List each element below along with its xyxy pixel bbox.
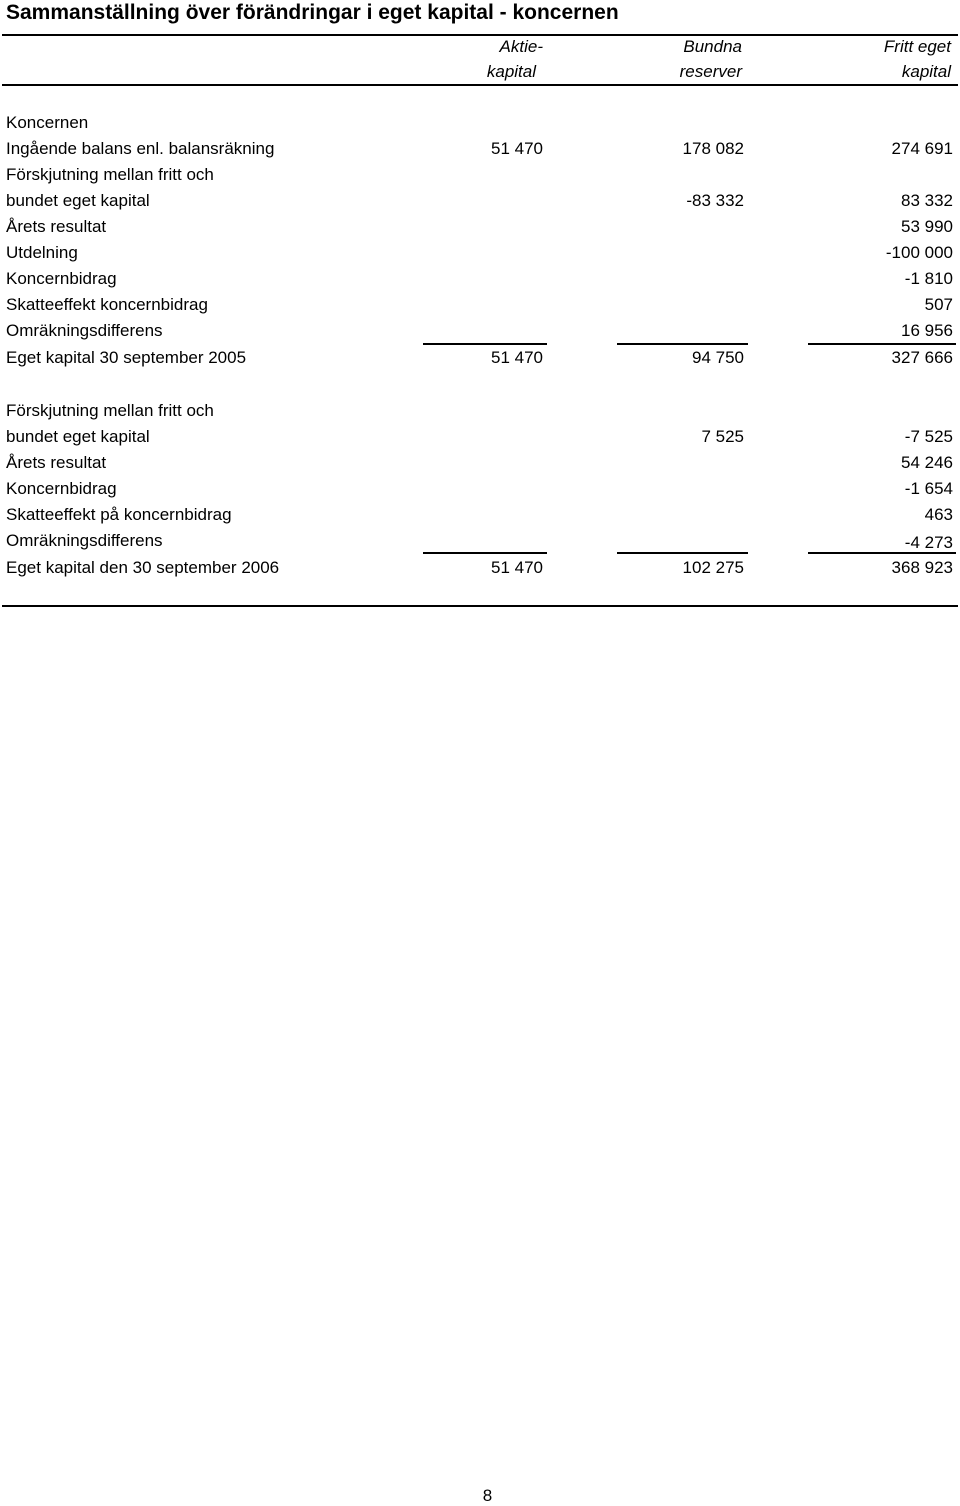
row-value-fritt: 54 246 [901,453,953,472]
header-rule [2,84,958,86]
col-header-aktiekapital-line1: Aktie- [499,37,543,56]
row-label: Skatteeffekt koncernbidrag [6,295,208,314]
row-label: bundet eget kapital [6,191,150,210]
row-value-fritt: 83 332 [901,191,953,210]
row-label: Eget kapital den 30 september 2006 [6,558,280,577]
row-value-fritt: -7 525 [904,427,953,446]
subtotal-rule-bundna [617,552,748,554]
subtotal-rule-fritt [808,343,956,345]
row-label: Omräkningsdifferens [6,531,163,550]
row-value-bundna: 178 082 [682,139,744,158]
document-title: Sammanställning över förändringar i eget kapital - koncernen [6,1,619,24]
row-value-aktiekapital: 51 470 [491,558,543,577]
table-bottom-rule [2,605,958,607]
subtotal-rule-bundna [617,343,748,345]
row-label: Ingående balans enl. balansräkning [6,139,275,158]
col-header-bundna-line2: reserver [679,62,742,81]
row-label: Eget kapital 30 september 2005 [6,348,247,367]
row-value-fritt: 507 [924,295,953,314]
row-label: Koncernbidrag [6,479,117,498]
col-header-fritt-line2: kapital [901,62,951,81]
row-value-fritt: 368 923 [891,558,953,577]
row-value-bundna: -83 332 [686,191,744,210]
row-value-fritt: 327 666 [891,348,953,367]
col-header-aktiekapital-line2: kapital [486,62,536,81]
row-value-fritt: -1 810 [904,269,953,288]
row-label: Skatteeffekt på koncernbidrag [6,505,232,524]
row-label: Förskjutning mellan fritt och [6,165,214,184]
row-value-aktiekapital: 51 470 [491,139,543,158]
subtotal-rule-aktiekapital [423,552,547,554]
title-rule [2,34,958,36]
row-label: Koncernbidrag [6,269,117,288]
row-value-fritt: -100 000 [885,243,953,262]
col-header-bundna-line1: Bundna [683,37,742,56]
row-value-bundna: 94 750 [692,348,744,367]
row-value-fritt: 53 990 [901,217,953,236]
row-value-fritt: 274 691 [891,139,953,158]
row-label: Omräkningsdifferens [6,321,163,340]
row-label: bundet eget kapital [6,427,150,446]
subtotal-rule-fritt [808,552,956,554]
subtotal-rule-aktiekapital [423,343,547,345]
row-value-bundna: 7 525 [701,427,744,446]
col-header-fritt-line1: Fritt eget [883,37,951,56]
row-label: Utdelning [6,243,78,262]
row-value-bundna: 102 275 [682,558,744,577]
row-value-fritt: -1 654 [904,479,953,498]
row-value-fritt: 463 [924,505,953,524]
row-label: Årets resultat [6,453,107,472]
row-label: Årets resultat [6,217,107,236]
section-label: Koncernen [6,113,89,132]
page-number: 8 [482,1486,493,1505]
row-value-fritt: 16 956 [901,321,953,340]
row-label: Förskjutning mellan fritt och [6,401,214,420]
row-value-fritt: -4 273 [904,533,953,552]
row-value-aktiekapital: 51 470 [491,348,543,367]
